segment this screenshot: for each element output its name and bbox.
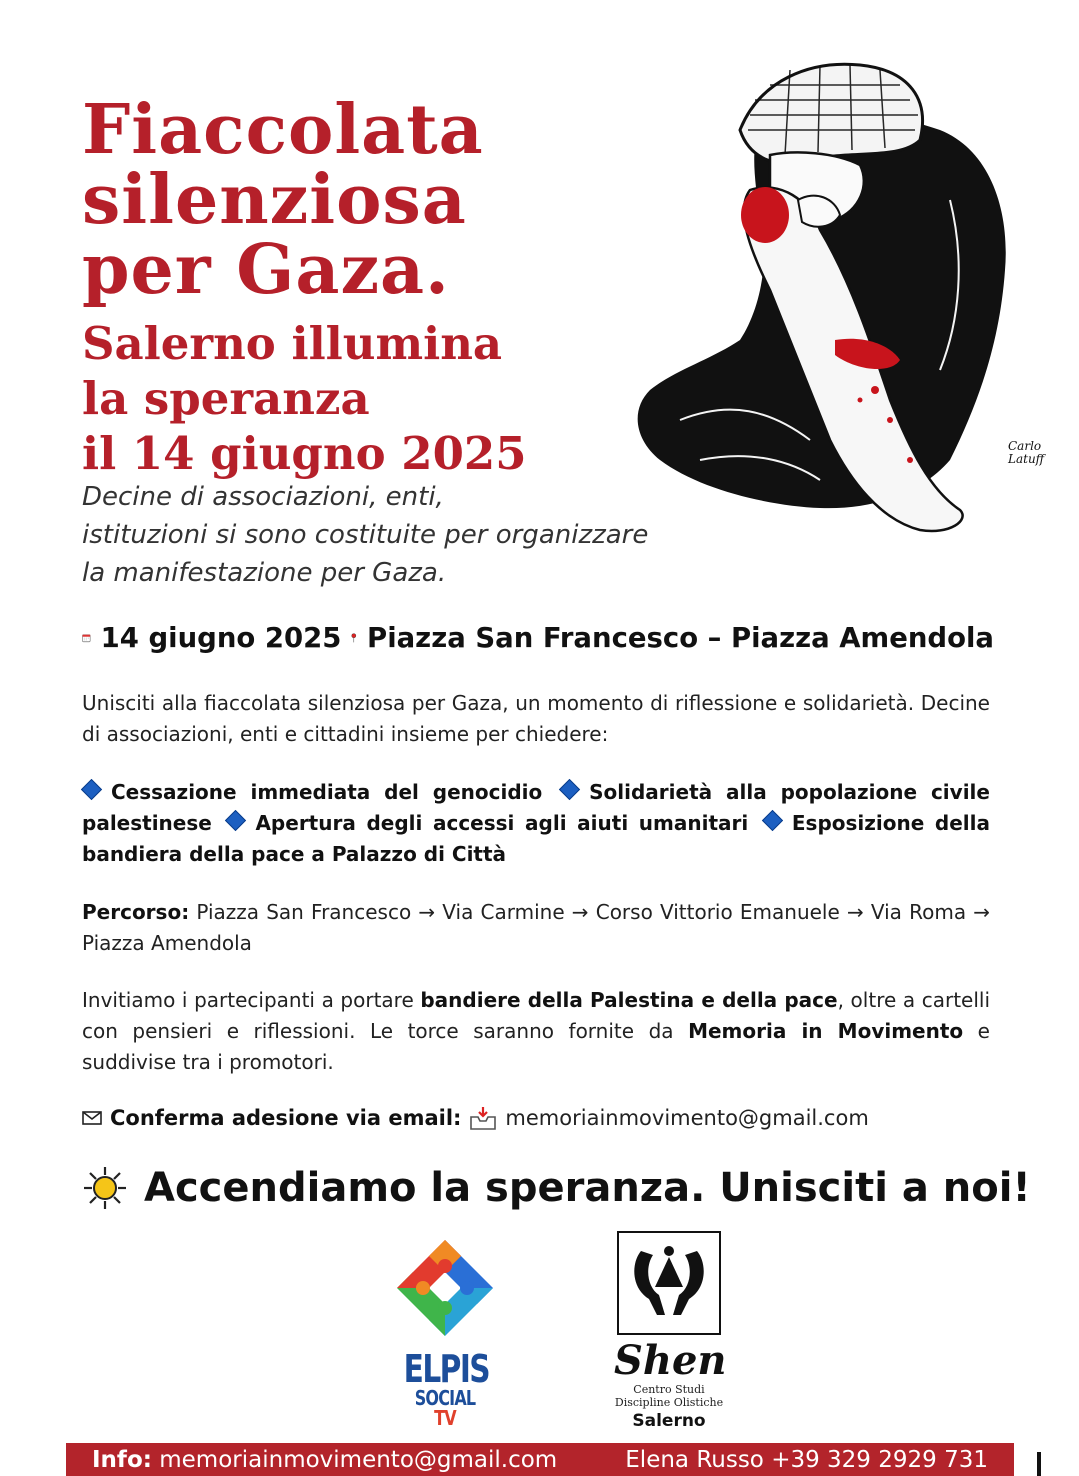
sun-icon [82,1165,128,1211]
intro-text: Decine di associazioni, enti, istituzioni si sono costituite per organizzare la manifestazione per Gaza. [82,482,649,588]
mourning-woman-illustration [620,40,1070,560]
elpis-subtitle: SOCIAL TV [414,1386,476,1430]
pushpin-icon [351,620,357,656]
main-title [82,90,484,310]
title-line-2: silenziosa [82,160,467,240]
footer-email-link[interactable]: memoriainmovimento@gmail.com [159,1446,558,1473]
subtitle [82,316,527,481]
shen-logo: Shen Centro Studi Discipline Olistiche Salerno [614,1231,724,1431]
route-paragraph [82,897,990,959]
event-date: 14 giugno 2025 [100,622,342,654]
diamond-bullet-icon [559,779,580,800]
demand-item: Esposizione della bandiera della pace a Palazzo di Città [82,811,991,866]
call-to-action [82,1165,1031,1211]
rsvp-line [82,1105,869,1131]
invite-paragraph: Unisciti alla fiaccolata silenziosa per Gaza, un momento di riflessione e solidarietà. Decine di associazioni, enti e cittadini insieme per chiedere: [82,691,990,746]
hands-triangle-icon [619,1233,719,1333]
inbox-tray-icon [469,1105,497,1131]
demand-item: Solidarietà alla popolazione civile palestinese [82,780,990,835]
title-line-1: Fiaccolata [82,90,484,170]
diamond-bullet-icon [81,779,102,800]
demands-list [82,777,990,870]
event-place: Piazza San Francesco – Piazza Amendola [367,622,994,654]
svg-text:Latuff: Latuff [1008,452,1045,466]
envelope-icon [82,1110,102,1126]
calendar-icon [82,621,91,655]
subtitle-line-1: Salerno illumina [82,317,503,370]
demand-item: Cessazione immediata del genocidio [111,780,543,804]
footer-info-bar [66,1443,1014,1476]
footer-contact: Elena Russo +39 329 2929 731 [625,1446,988,1473]
shen-emblem [617,1231,721,1335]
subtitle-line-3: il 14 giugno 2025 [82,427,527,480]
edge-mark [1037,1452,1041,1476]
rsvp-email-link[interactable]: memoriainmovimento@gmail.com [505,1106,869,1130]
demand-item: Apertura degli accessi agli aiuti umanitari [255,811,749,835]
route-text: Piazza San Francesco → Via Carmine → Corso Vittorio Emanuele → Via Roma → Piazza Amendola [82,900,991,955]
shen-city: Salerno [632,1411,706,1431]
diamond-bullet-icon [225,810,246,831]
route-label: Percorso: [82,900,190,924]
artist-signature: Carlo [1008,439,1042,453]
event-date-place [82,620,994,656]
rsvp-label: Conferma adesione via email: [110,1106,462,1130]
elpis-logo [392,1236,498,1430]
elpis-diamond-icon [393,1236,497,1340]
materials-paragraph: Invitiamo i partecipanti a portare bandiere della Palestina e della pace, oltre a cartelli con pensieri e riflessioni. Le torce saranno fornite da Memoria in Movimento e suddivise tra i promotori. [82,988,991,1074]
title-line-3: per Gaza. [82,230,450,310]
shen-name: Shen [614,1337,727,1384]
footer-info: Info: memoriainmovimento@gmail.com [92,1446,558,1473]
diamond-bullet-icon [762,810,783,831]
cta-text: Accendiamo la speranza. Unisciti a noi! [144,1165,1031,1211]
elpis-name: ELPIS [403,1347,490,1391]
subtitle-line-2: la speranza [82,372,370,425]
